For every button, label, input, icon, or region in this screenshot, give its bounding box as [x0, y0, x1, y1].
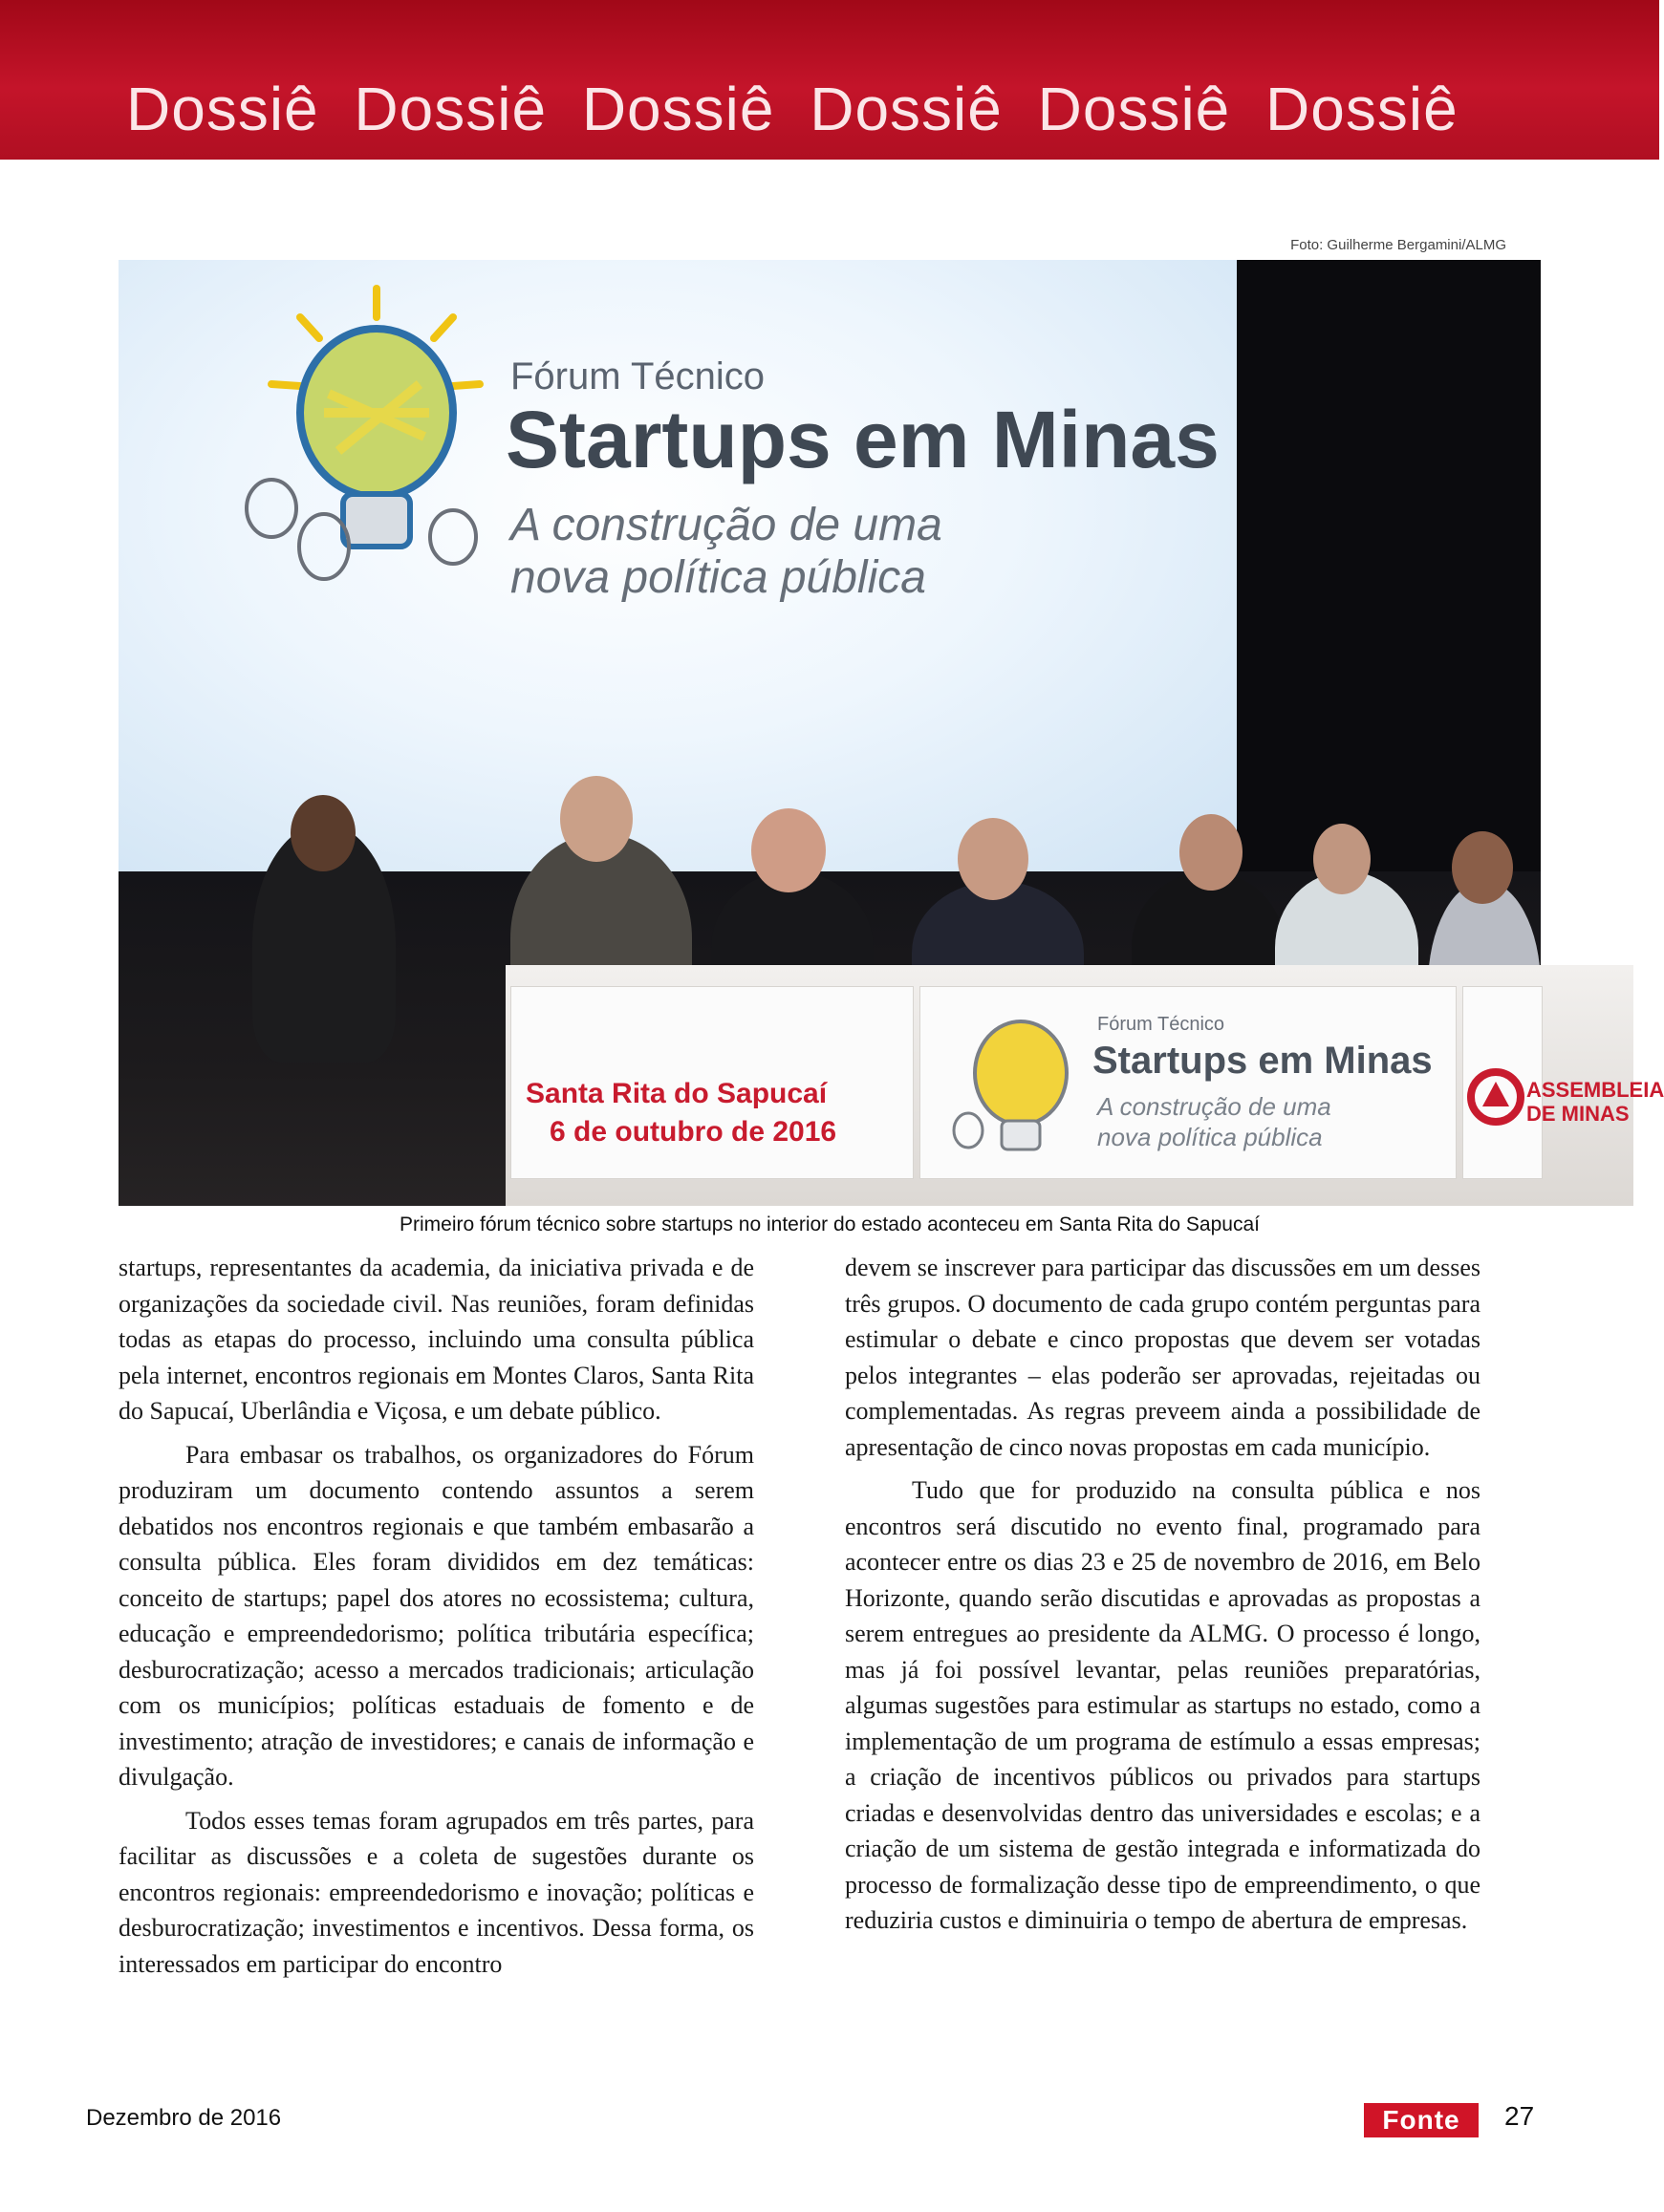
screen-line-1: A construção de uma	[510, 500, 942, 550]
screen-subtitle: Fórum Técnico	[510, 355, 766, 397]
lightbulb-icon	[949, 1006, 1083, 1169]
banner-line-2: nova política pública	[1097, 1123, 1323, 1151]
photo-credit: Foto: Guilherme Bergamini/ALMG	[1290, 237, 1506, 253]
panelist-7-head	[1452, 831, 1513, 904]
banner-subtitle: Fórum Técnico	[1097, 1014, 1225, 1035]
panelist-1-head	[291, 795, 356, 871]
lightbulb-icon	[233, 279, 482, 623]
fonte-logo: Fonte	[1364, 2103, 1479, 2137]
panelist-3-head	[751, 808, 826, 892]
panelist-4-head	[958, 818, 1028, 900]
paragraph: Tudo que for produzido na consulta pública e nos encontros será discutido no evento final, programado para acontecer entre os dias 23 e 25 de novembro de 2016, em Belo Horizonte, quando serão discutidas e aprovadas as propostas a serem entregues ao presidente da ALMG. O processo é longo, mas já foi possível levantar, pelas reuniões preparatórias, algumas sugestões para estimular as startups no estado, como a implementação de um programa de estímulo a essas empresas; a criação de incentivos públicos ou privados para startups criadas e desenvolvidas dentro das universidades e escolas; e a criação de um sistema de gestão integrada e informatizada do processo de formalização desse tipo de empreendimento, o que reduziria custos e diminuiria o tempo de abertura de empresas.	[845, 1476, 1480, 1934]
banner-left-line-2: 6 de outubro de 2016	[550, 1116, 837, 1148]
paragraph: Para embasar os trabalhos, os organizadores do Fórum produziram um documento contendo assuntos a serem debatidos nos encontros regionais e que também embasarão a consulta pública. Eles foram divididos em dez temáticas: conceito de startups; papel dos atores no ecossistema; cultura, educação e empreendedorismo; política tributária específica; desburocratização; acesso a mercados tradicionais; articulação com os municípios; políticas estaduais de fomento e de investimento; atração de investidores; e canais de informação e divulgação.	[119, 1440, 754, 1791]
panelist-2-head	[560, 776, 633, 862]
paragraph: devem se inscrever para participar das discussões em um desses três grupos. O documento de cada grupo contém perguntas para estimular o debate e cinco propostas que devem ser votadas pelos integrantes – elas poderão ser aprovadas, rejeitadas ou complementadas. As regras preveem ainda a possibilidade de apresentação de cinco novas propostas em cada município.	[845, 1254, 1480, 1461]
paragraph: Todos esses temas foram agrupados em três partes, para facilitar as discussões e a coleta de sugestões durante os encontros regionais: empreendedorismo e inovação; políticas e desburocratização; investimentos e incentivos. Dessa forma, os interessados em participar do encontro	[119, 1806, 754, 1978]
banner-left	[510, 986, 914, 1179]
projection-screen	[119, 260, 1237, 871]
banner-title: Startups em Minas	[1092, 1040, 1433, 1082]
page-number: 27	[1504, 2101, 1535, 2131]
banner-right-line-1: ASSEMBLEIA	[1526, 1078, 1664, 1102]
header-band	[0, 0, 1659, 160]
footer-date: Dezembro de 2016	[86, 2105, 282, 2131]
article-column-right	[845, 1250, 1480, 1946]
photo-caption: Primeiro fórum técnico sobre startups no interior do estado aconteceu em Santa Rita do Sapucaí	[400, 1213, 1260, 1235]
banner-center	[919, 986, 1457, 1179]
banner-right-line-2: DE MINAS	[1526, 1102, 1630, 1126]
banner-left-line-1: Santa Rita do Sapucaí	[526, 1078, 828, 1109]
panelist-6-head	[1313, 824, 1371, 894]
event-photo	[119, 260, 1664, 1206]
banner-right	[1462, 986, 1664, 1179]
section-title: Dossiê Dossiê Dossiê Dossiê Dossiê Dossiê	[126, 75, 1459, 143]
panelist-5-head	[1179, 814, 1243, 891]
screen-title: Startups em Minas	[506, 395, 1220, 484]
screen-line-2: nova política pública	[510, 552, 926, 603]
article-column-left	[119, 1250, 754, 1989]
paragraph: startups, representantes da academia, da iniciativa privada e de organizações da sociedade civil. Nas reuniões, foram definidas todas as etapas do processo, incluindo uma consulta pública pela internet, encontros regionais em Montes Claros, Santa Rita do Sapucaí, Uberlândia e Viçosa, e um debate público.	[119, 1254, 754, 1425]
banner-line-1: A construção de uma	[1097, 1092, 1331, 1121]
assembly-logo-icon	[1467, 1068, 1524, 1126]
